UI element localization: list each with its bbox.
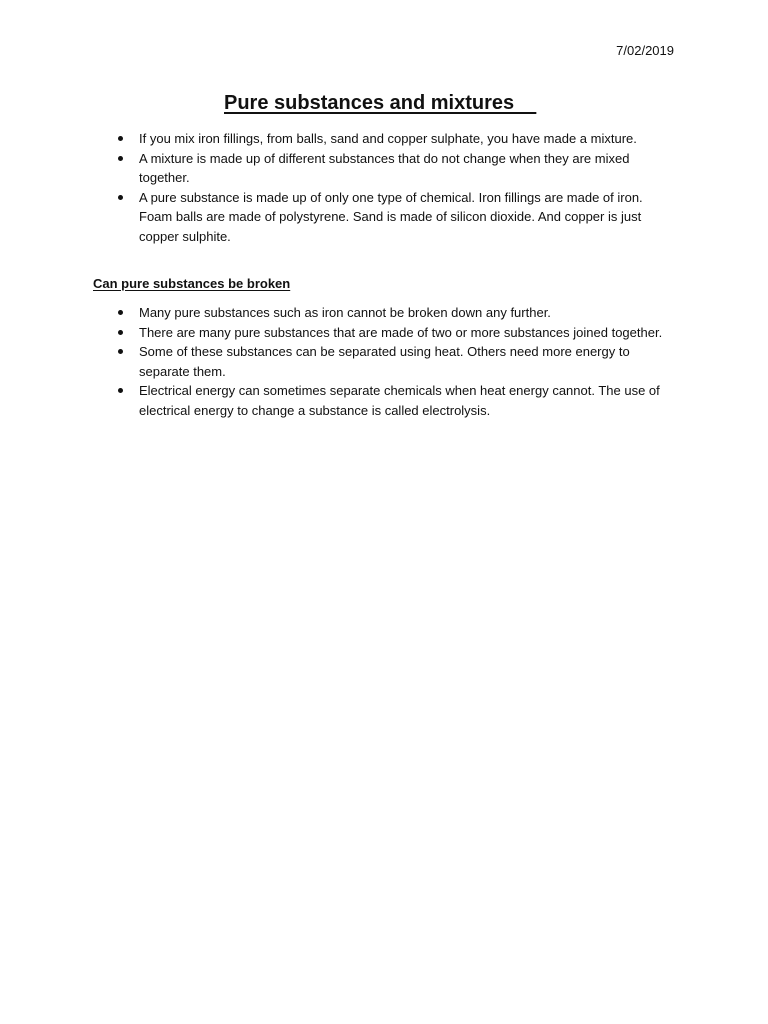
- list-item-text: Many pure substances such as iron cannot be broken down any further.: [139, 305, 551, 320]
- bullet-icon: [118, 136, 123, 141]
- list-item-text: Some of these substances can be separated using heat. Others need more energy to separate them.: [139, 344, 630, 379]
- bullet-icon: [118, 195, 123, 200]
- bullet-icon: [118, 388, 123, 393]
- list-item-text: If you mix iron fillings, from balls, sand and copper sulphate, you have made a mixture.: [139, 131, 637, 146]
- mixtures-bullet-list: [139, 129, 679, 246]
- bullet-icon: [118, 330, 123, 335]
- list-item: [139, 129, 679, 149]
- list-item-text: There are many pure substances that are made of two or more substances joined together.: [139, 324, 663, 340]
- list-item: [139, 303, 679, 323]
- list-item: [139, 188, 679, 247]
- list-item-text: A mixture is made up of different substances that do not change when they are mixed together.: [139, 150, 630, 185]
- page-title: Pure substances and mixtures: [224, 92, 537, 114]
- bullet-icon: [118, 349, 123, 354]
- pure-substances-bullet-list: [139, 303, 679, 420]
- list-item-text: Electrical energy can sometimes separate chemicals when heat energy cannot. The use of electrical energy to change a substance is called electrolysis.: [139, 383, 660, 418]
- list-item: [139, 149, 679, 188]
- section-heading: Can pure substances be broken: [93, 276, 291, 291]
- list-item: [139, 323, 679, 343]
- list-item: [139, 381, 679, 420]
- list-item-text: A pure substance is made up of only one type of chemical. Iron fillings are made of iron. Foam balls are made of polystyrene. Sand is made of silicon dioxide. And copper is just copper sulphite.: [139, 189, 643, 244]
- bullet-icon: [118, 310, 123, 315]
- list-item: [139, 342, 679, 381]
- bullet-icon: [118, 156, 123, 161]
- document-date: 7/02/2019: [616, 43, 674, 58]
